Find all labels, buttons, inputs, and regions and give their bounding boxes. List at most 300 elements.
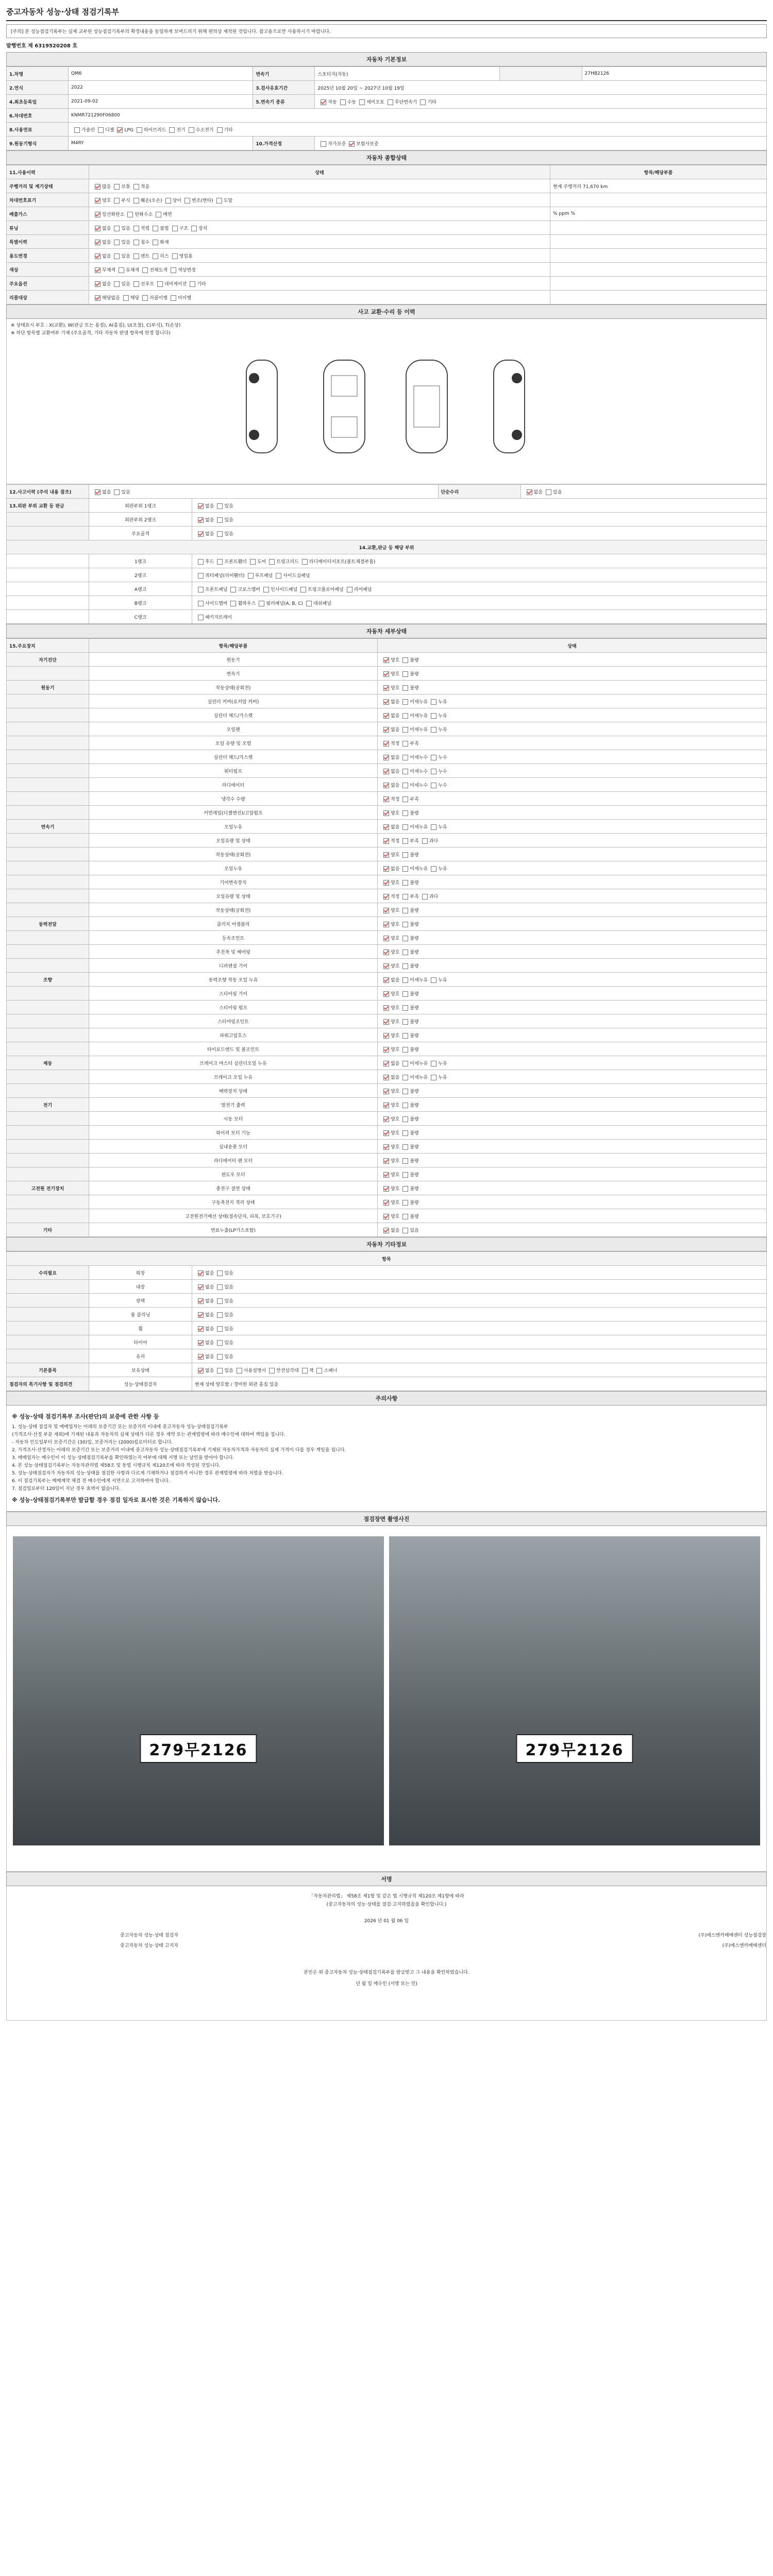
- option-label: 있음: [224, 1298, 233, 1304]
- detail-row: 오일팬 없음 미세누유 누유: [7, 722, 767, 736]
- general-row: 배출가스 일산화탄소 탄화수소 매연 % ppm %: [7, 207, 767, 221]
- checkbox: [402, 1200, 408, 1206]
- option-label: 없음: [205, 1354, 214, 1360]
- checkbox: [402, 991, 408, 997]
- checkbox: [217, 1354, 223, 1360]
- option-label: 미세누수: [410, 769, 428, 774]
- option-label: 누수: [438, 755, 447, 760]
- option-label: 있음: [224, 1312, 233, 1318]
- general-row: 차대번호표기 양호 부식 훼손(오손) 상이 변조(변타) 도말: [7, 193, 767, 207]
- option-label: 도어: [257, 559, 266, 565]
- checkbox: [172, 226, 178, 231]
- option-label: 대쉬패널: [313, 601, 331, 606]
- checkbox: [383, 1005, 389, 1011]
- option-label: 적정: [391, 796, 400, 802]
- checkbox: [383, 727, 389, 733]
- checkbox: [114, 253, 120, 259]
- option-label: 안전삼각대: [276, 1368, 299, 1374]
- checkbox: [383, 1089, 389, 1094]
- detail-row: 오일누유 없음 미세누유 누유: [7, 861, 767, 875]
- detail-row: 라디에이터 팬 모터 양호 불량: [7, 1154, 767, 1167]
- checkbox: [172, 253, 178, 259]
- checkbox: [198, 559, 204, 565]
- checkbox: [383, 810, 389, 816]
- checkbox: [269, 1368, 275, 1374]
- general-row: 특별이력 없음 있음 침수 화재: [7, 235, 767, 249]
- option-label: 무채색: [102, 267, 116, 273]
- option-label: 없음: [391, 755, 400, 760]
- option-label: 있음: [224, 531, 233, 537]
- checkbox: [420, 99, 426, 105]
- checkbox: [217, 503, 223, 509]
- option-label: 해당: [130, 295, 140, 301]
- option-label: 양호: [391, 1089, 400, 1094]
- option-label: 없음: [391, 699, 400, 705]
- option-label: 침수: [140, 240, 150, 245]
- option-label: 과다: [429, 894, 439, 900]
- detail-row: 스티어링 펌프 양호 불량: [7, 1001, 767, 1014]
- checkbox: [153, 226, 158, 231]
- option-label: 불법: [160, 226, 169, 231]
- option-label: 미세누유: [410, 1061, 428, 1066]
- checkbox: [142, 295, 148, 301]
- checkbox: [431, 755, 436, 760]
- option-label: 기타: [427, 99, 436, 105]
- section-basic-title: 자동차 기본정보: [6, 52, 767, 66]
- option-label: 양호: [391, 1200, 400, 1206]
- detail-row: 변속기 오일누유 없음 미세누유 누유: [7, 820, 767, 834]
- checkbox: [383, 1019, 389, 1025]
- checkbox: [383, 1228, 389, 1233]
- car-top-rear-icon: [398, 355, 455, 458]
- option-label: 변조(변타): [191, 198, 213, 204]
- checkbox: [546, 489, 551, 495]
- option-label: 불량: [410, 1214, 419, 1219]
- option-label: 없음: [391, 713, 400, 719]
- option-label: 장치: [198, 226, 208, 231]
- checkbox: [189, 127, 194, 133]
- option-label: 있음: [224, 1326, 233, 1332]
- doc-title: 중고자동차 성능·상태 점검기록부: [6, 4, 767, 21]
- detail-row: 원동기 작동상태(공회전) 양호 불량: [7, 681, 767, 694]
- general-row: 튜닝 없음 있음 적법 불법 구조 장치: [7, 221, 767, 235]
- option-label: 자동: [328, 99, 337, 105]
- detail-row: 변속기 양호 불량: [7, 667, 767, 681]
- detail-row: 자기진단 원동기 양호 불량: [7, 653, 767, 667]
- option-label: 누유: [438, 824, 447, 830]
- checkbox: [114, 226, 120, 231]
- checkbox: [383, 963, 389, 969]
- checkbox: [359, 99, 365, 105]
- checkbox: [217, 1326, 223, 1332]
- checkbox: [383, 922, 389, 927]
- checkbox: [402, 852, 408, 858]
- option-label: 적정: [391, 741, 400, 747]
- notes-block: ※ 성능·상태 점검기록부 조사(판단)의 보증에 관한 사항 등 1. 성능·상태 점검자 및 매매업자는 아래의 보증기간 또는 보증거리 이내에 중고자동차 성능·상태점검기록부 (가격조사·산정 부분 제외)에 기재된 내용과 자동차의 실제 상태가 다른 경우 계약 또는 관계법령에 따라 매수인에 대하여 책임을 집니다. - 자동차 인도일부터 보증기간은 (30)일, 보증거리는 (2000)킬로미터로 합니다. 2. 가격조사·산정자는 아래의 보증기간 또는 보증거리 이내에 중고자동차 성능·상태점검기록부에 기재된 자동차가격과 자동차의 실제 가격이 다를 경우 책임을 집니다. 3. 매매업자는 매수인이 이 성능·상태점검기록부를 확인하였는지 여부에 대해 서명 또는 날인을 받아야 합니다. 4. 본 성능·상태점검기록부는 자동차관리법 제58조 및 동법 시행규칙 제120조에 따라 작성된 것입니다. 5. 성능·상태점검자가 자동차의 성능·상태를 점검한 사항과 다르게 기재하거나 점검하지 아니한 경우 관계법령에 따라 처벌을 받습니다. 6. 이 점검기록부는 매매계약 체결 전 매수인에게 서면으로 고지하여야 합니다. 7. 점검일로부터 120일이 지난 경우 효력이 없습니다. ※ 성능·상태점검기록부만 발급할 경우 점검 일자로 표시한 것은 기록하지 않습니다.: [6, 1405, 767, 1512]
- option-label: 누유: [438, 713, 447, 719]
- checkbox: [402, 922, 408, 927]
- option-label: 양호: [391, 991, 400, 997]
- accident-table: 12.사고이력 (주석 내용 참조) 없음 있음 단순수리 없음 있음 13.외판 부위 교환 등 판금 외판부위 1랭크 없음 있음 외판부위 2랭크 없음 있음 주요골격 없음 있음 14.교환,판금 등 해당 부위 1랭크 후드 프론트휀더 도어 트렁크리드 라디에이터서포트(볼트체결부품) 2랭크 쿼터패널(리어휀더) 루프패널 사이드실패널 A랭크 프론트패널 크로스멤버 인사이드패널 트렁크플로어패널 리어패널 B랭크 사이드멤버 휠하우스 필러패널(A, B, C) 대쉬패널 C랭크 패키지트레이: [6, 484, 767, 624]
- checkbox: [431, 977, 436, 983]
- checkbox: [383, 1172, 389, 1178]
- option-label: 불량: [410, 880, 419, 886]
- detail-row: 고전원전기배선 상태(접속단자, 피복, 보호기구) 양호 불량: [7, 1209, 767, 1223]
- doc-number: 발행번호 제 6319520208 호: [6, 43, 77, 49]
- option-label: 누수: [438, 783, 447, 788]
- checkbox: [157, 281, 163, 287]
- front-photo: 279무2126: [13, 1536, 384, 1845]
- detail-row: 제동 브레이크 마스터 실린더오일 누유 없음 미세누유 누유: [7, 1056, 767, 1070]
- checkbox: [402, 977, 408, 983]
- checkbox: [431, 824, 436, 830]
- checkbox: [422, 838, 428, 844]
- detail-row: 라디에이터 없음 미세누수 누수: [7, 778, 767, 792]
- checkbox: [217, 1298, 223, 1304]
- checkbox: [383, 977, 389, 983]
- checkbox: [198, 503, 204, 509]
- detail-row: 기타 연료누출(LP가스포함) 없음 있음: [7, 1223, 767, 1237]
- option-label: 적법: [140, 226, 150, 231]
- checkbox: [217, 127, 223, 133]
- option-label: 불량: [410, 685, 419, 691]
- section-detail-title: 자동차 세부상태: [6, 624, 767, 638]
- checkbox: [321, 99, 326, 105]
- detail-row: 실내송풍 모터 양호 불량: [7, 1140, 767, 1154]
- option-label: 후드: [205, 559, 214, 565]
- checkbox: [402, 657, 408, 663]
- checkbox: [316, 1368, 322, 1374]
- checkbox: [95, 281, 100, 287]
- checkbox: [133, 226, 139, 231]
- option-label: 미세누유: [410, 727, 428, 733]
- option-label: 누유: [438, 866, 447, 872]
- checkbox: [383, 755, 389, 760]
- checkbox: [198, 1354, 204, 1360]
- option-label: 없음: [205, 1298, 214, 1304]
- damage-diagram: [6, 319, 767, 484]
- option-label: 양호: [391, 1116, 400, 1122]
- checkbox: [133, 184, 139, 190]
- option-label: 없음: [391, 1061, 400, 1066]
- checkbox: [217, 1312, 223, 1318]
- option-label: 있음: [224, 1270, 233, 1276]
- option-label: 부족: [410, 796, 419, 802]
- checkbox: [263, 587, 269, 592]
- checkbox: [198, 517, 204, 523]
- option-label: 양호: [391, 1047, 400, 1053]
- detail-row: 디퍼렌셜 기어 양호 불량: [7, 959, 767, 973]
- option-label: 없음: [391, 727, 400, 733]
- checkbox: [198, 615, 204, 620]
- checkbox: [230, 601, 236, 606]
- option-label: 과다: [429, 838, 439, 844]
- checkbox: [153, 240, 158, 245]
- option-label: 양호: [391, 1214, 400, 1219]
- general-row: 주요옵션 없음 있음 선루프 네비게이션 기타: [7, 277, 767, 291]
- checkbox: [402, 1089, 408, 1094]
- checkbox: [198, 573, 204, 579]
- checkbox: [383, 852, 389, 858]
- option-label: 수동: [347, 99, 357, 105]
- option-label: 없음: [102, 281, 111, 287]
- detail-row: 오일유량 및 상태 적정 부족 과다: [7, 834, 767, 848]
- checkbox: [402, 880, 408, 886]
- checkbox: [95, 240, 100, 245]
- checkbox: [217, 1340, 223, 1346]
- option-label: 많음: [102, 184, 111, 190]
- option-label: 전체도색: [149, 267, 167, 273]
- option-label: 양호: [391, 922, 400, 927]
- checkbox: [114, 240, 120, 245]
- option-label: 기타: [197, 281, 206, 287]
- checkbox: [191, 226, 197, 231]
- checkbox: [217, 531, 223, 537]
- checkbox: [402, 1130, 408, 1136]
- option-label: 누유: [438, 977, 447, 983]
- option-label: 있음: [410, 1228, 419, 1233]
- checkbox: [383, 1103, 389, 1108]
- checkbox: [402, 950, 408, 955]
- option-label: 있음: [224, 1368, 233, 1374]
- detail-status-table: 15.주요장치 항목/해당부품 상태 자기진단 원동기 양호 불량 변속기 양호 불량 원동기 작동상태(공회전) 양호 불량 실린더 커버(로커암 커버) 없음 미세누유 누유 실린더 헤드/가스켓 없음 미세누유 누유 오일팬 없음 미세누유 누유 오일 유량 및 오염 적정 부족 실린더 헤드/가스켓 없음 미세누수 누수 워터펌프 없음 미세누수 누수 라디에이터 없음 미세누수 누수 냉각수 수량 적정 부족 커먼레일(디젤엔진)/고압펌프 양호 불량 변속기 오일누유 없음 미세누유 누유 오일유량 및 상태 적정 부족 과다 작동상태(공회전) 양호 불량 오일누유 없음 미세누유 누유 기어변속장치 양호 불량 오일유량 및 상태 적정 부족 과다 작동상태(공회전) 양호 불량 동력전달 클러치 어셈블리 양호 불량 등속조인트 양호 불량 추진축 및 베어링 양호 불량 디퍼렌셜 기어 양호 불량 조향 동력조향 작동 오일 누유 없음 미세누유 누유 스티어링 기어 양호 불량 스티어링 펌프 양호 불량 스티어링조인트 양호 불량 파워고압호스 양호 불량 타이로드엔드 및 볼조인트 양호 불량 제동 브레이크 마스터 실린더오일 누유 없음 미세누유 누유 브레이크 오일 누유 없음 미세누유 누유 배력장치 상태 양호 불량 전기 발전기 출력 양호 불량 시동 모터 양호 불량 와이퍼 모터 기능 양호 불량 실내송풍 모터 양호 불량 라디에이터 팬 모터 양호 불량 윈도우 모터 양호 불량 고전원 전기장치 충전구 절연 상태 양호 불량 구동축전지 격리 상태 양호 불량 고전원전기배선 상태(접속단자, 피복, 보호기구) 양호 불량 기타 연료누출(LP가스포함) 없음 있음: [6, 638, 767, 1237]
- option-label: 있음: [121, 489, 130, 495]
- checkbox: [383, 894, 389, 900]
- option-label: 불량: [410, 1116, 419, 1122]
- option-label: 불량: [410, 1005, 419, 1011]
- checkbox: [259, 601, 264, 606]
- option-label: 부족: [410, 894, 419, 900]
- checkbox: [153, 253, 158, 259]
- checkbox: [95, 295, 100, 301]
- checkbox: [137, 127, 142, 133]
- option-label: 가솔린: [81, 127, 95, 133]
- option-label: 양호: [391, 671, 400, 677]
- checkbox: [302, 559, 308, 565]
- option-label: 없음: [533, 489, 543, 495]
- detail-row: 윈도우 모터 양호 불량: [7, 1167, 767, 1181]
- option-label: 사이드실패널: [283, 573, 310, 579]
- option-label: 리콜이행: [149, 295, 167, 301]
- option-label: 없음: [391, 824, 400, 830]
- option-label: 양호: [391, 1103, 400, 1108]
- general-row: 색상 무채색 유채색 전체도색 색상변경: [7, 263, 767, 277]
- option-label: 양호: [391, 810, 400, 816]
- detail-row: 작동상태(공회전) 양호 불량: [7, 848, 767, 861]
- checkbox: [383, 1116, 389, 1122]
- option-label: 미세누유: [410, 866, 428, 872]
- checkbox: [123, 295, 129, 301]
- option-label: 양호: [391, 880, 400, 886]
- checkbox: [383, 1061, 389, 1066]
- checkbox: [198, 601, 204, 606]
- checkbox: [165, 198, 171, 204]
- option-label: 누유: [438, 727, 447, 733]
- option-label: 없음: [391, 769, 400, 774]
- option-label: 불량: [410, 1019, 419, 1025]
- detail-row: 조향 동력조향 작동 오일 누유 없음 미세누유 누유: [7, 973, 767, 987]
- checkbox: [402, 1061, 408, 1066]
- car-side-right-icon: [481, 355, 537, 458]
- checkbox: [431, 1075, 436, 1080]
- option-label: 프론트패널: [205, 587, 228, 592]
- option-label: 없음: [205, 1270, 214, 1276]
- checkbox: [431, 783, 436, 788]
- detail-row: 작동상태(공회전) 양호 불량: [7, 903, 767, 917]
- option-label: 선루프: [140, 281, 154, 287]
- option-label: 미세누유: [410, 824, 428, 830]
- option-label: 화재: [160, 240, 169, 245]
- checkbox: [133, 198, 139, 204]
- option-label: 있음: [224, 1354, 233, 1360]
- detail-row: 배력장치 상태 양호 불량: [7, 1084, 767, 1098]
- detail-row: 실린더 커버(로커암 커버) 없음 미세누유 누유: [7, 694, 767, 708]
- option-label: 누유: [438, 699, 447, 705]
- checkbox: [127, 212, 133, 217]
- checkbox: [198, 531, 204, 537]
- general-row: 리콜대상 해당없음 해당 리콜이행 미이행: [7, 291, 767, 304]
- option-label: 양호: [391, 657, 400, 663]
- option-label: 스패너: [324, 1368, 338, 1374]
- checkbox: [402, 1075, 408, 1080]
- option-label: 양호: [391, 950, 400, 955]
- checkbox: [95, 226, 100, 231]
- checkbox: [74, 127, 80, 133]
- option-label: 없음: [205, 1326, 214, 1332]
- checkbox: [431, 1061, 436, 1066]
- option-label: 불량: [410, 1089, 419, 1094]
- option-label: 양호: [391, 908, 400, 913]
- option-label: 휠하우스: [238, 601, 256, 606]
- notice: [주의] 본 성능점검기록부는 실제 교부된 성능점검기록부의 확정내용을 동일하게 보여드리기 위해 편의상 제작된 것입니다. 참고용으로만 사용하시기 바랍니다.: [6, 24, 767, 38]
- option-label: 하이브리드: [143, 127, 166, 133]
- checkbox: [198, 1312, 204, 1318]
- checkbox: [431, 713, 436, 719]
- option-label: 사용설명서: [243, 1368, 266, 1374]
- checkbox: [190, 281, 195, 287]
- checkbox: [383, 880, 389, 886]
- option-label: 미세누유: [410, 977, 428, 983]
- checkbox: [230, 587, 236, 592]
- checkbox: [402, 908, 408, 913]
- checkbox: [98, 127, 104, 133]
- option-label: 없음: [205, 1368, 214, 1374]
- checkbox: [383, 1200, 389, 1206]
- option-label: 누유: [438, 1075, 447, 1080]
- option-label: 있음: [224, 1340, 233, 1346]
- checkbox: [383, 699, 389, 705]
- rear-photo: 279무2126: [389, 1536, 760, 1845]
- detail-row: 냉각수 수량 적정 부족: [7, 792, 767, 806]
- checkbox: [250, 559, 256, 565]
- option-label: 라디에이터서포트(볼트체결부품): [309, 559, 376, 565]
- detail-row: 오일유량 및 상태 적정 부족 과다: [7, 889, 767, 903]
- diagram-legend: ※ 상태표시 부호 : X(교환), W(판금 또는 용접), A(흠집), U(요철), C(부식), T(손상) ※ 하단 항목별 교환여부 기재 (주요골격, 기타 자동차 판넬 항목에 한정 합니다): [11, 323, 181, 336]
- general-row: 주행거리 및 계기상태 많음 보통 적음 현재 주행거리 71,670 km: [7, 179, 767, 193]
- checkbox: [306, 601, 312, 606]
- detail-row: 타이로드엔드 및 볼조인트 양호 불량: [7, 1042, 767, 1056]
- checkbox: [184, 198, 190, 204]
- checkbox: [95, 198, 100, 204]
- option-label: 없음: [102, 253, 111, 259]
- option-label: 없음: [391, 1075, 400, 1080]
- option-label: 불량: [410, 671, 419, 677]
- option-label: 불량: [410, 1172, 419, 1178]
- detail-row: 와이퍼 모터 기능 양호 불량: [7, 1126, 767, 1140]
- checkbox: [431, 727, 436, 733]
- checkbox: [156, 212, 161, 217]
- detail-row: 오일 유량 및 오염 적정 부족: [7, 736, 767, 750]
- option-label: 불량: [410, 1033, 419, 1039]
- checkbox: [383, 1047, 389, 1053]
- option-label: 기타: [224, 127, 233, 133]
- option-label: 상이: [172, 198, 181, 204]
- general-row: 용도변경 없음 있음 렌트 리스 영업용: [7, 249, 767, 263]
- checkbox: [300, 587, 306, 592]
- section-notes-title: 주의사항: [6, 1391, 767, 1405]
- option-label: 미세누유: [410, 699, 428, 705]
- option-label: 불량: [410, 963, 419, 969]
- detail-row: 고전원 전기장치 충전구 절연 상태 양호 불량: [7, 1181, 767, 1195]
- detail-row: 파워고압호스 양호 불량: [7, 1028, 767, 1042]
- option-label: 트렁크플로어패널: [308, 587, 344, 592]
- checkbox: [340, 99, 346, 105]
- checkbox: [237, 1368, 242, 1374]
- option-label: 수소전기: [195, 127, 214, 133]
- option-label: 양호: [391, 1033, 400, 1039]
- option-label: 보통: [121, 184, 130, 190]
- option-label: 미세누수: [410, 755, 428, 760]
- option-label: 불량: [410, 908, 419, 913]
- checkbox: [402, 685, 408, 691]
- detail-row: 커먼레일(디젤엔진)/고압펌프 양호 불량: [7, 806, 767, 820]
- checkbox: [402, 1033, 408, 1039]
- option-label: 있음: [552, 489, 562, 495]
- detail-row: 시동 모터 양호 불량: [7, 1112, 767, 1126]
- checkbox: [133, 240, 139, 245]
- option-label: 불량: [410, 991, 419, 997]
- detail-row: 기어변속장치 양호 불량: [7, 875, 767, 889]
- option-label: 누수: [438, 769, 447, 774]
- section-photos-title: 점검장면 촬영사진: [6, 1512, 767, 1526]
- checkbox: [142, 267, 148, 273]
- option-label: 색상변경: [177, 267, 196, 273]
- checkbox: [383, 838, 389, 844]
- checkbox: [217, 1284, 223, 1290]
- checkbox: [431, 699, 436, 705]
- option-label: 구조: [179, 226, 188, 231]
- checkbox: [119, 267, 124, 273]
- option-label: 네비게이션: [164, 281, 187, 287]
- checkbox: [383, 685, 389, 691]
- checkbox: [198, 1368, 204, 1374]
- checkbox: [383, 1214, 389, 1219]
- checkbox: [383, 908, 389, 913]
- option-label: 적정: [391, 838, 400, 844]
- checkbox: [383, 1186, 389, 1192]
- checkbox: [95, 267, 100, 273]
- checkbox: [402, 741, 408, 747]
- checkbox: [95, 212, 100, 217]
- option-label: 크로스멤버: [238, 587, 260, 592]
- checkbox: [216, 198, 222, 204]
- checkbox: [402, 1005, 408, 1011]
- document: [6, 4, 767, 2021]
- option-label: 없음: [205, 517, 214, 523]
- option-label: 적정: [391, 894, 400, 900]
- general-status-table: 11.사용이력 상태 항목/해당부품 주행거리 및 계기상태 많음 보통 적음 현재 주행거리 71,670 km 차대번호표기 양호 부식 훼손(오손) 상이 변조(변타) 도말 배출가스 일산화탄소 탄화수소 매연 % ppm % 튜닝 없음 있음 적법 불법 구조 장치 특별이력 없음 있음 침수 화재 용도변경 없음 있음 렌트 리스 영업용 색상 무채색 유채색 전체도색 색상변경 주요옵션 없음 있음 선루프 네비게이션 기타 리콜대상 해당없음 해당 리콜이행 미이행: [6, 165, 767, 304]
- checkbox: [198, 587, 204, 592]
